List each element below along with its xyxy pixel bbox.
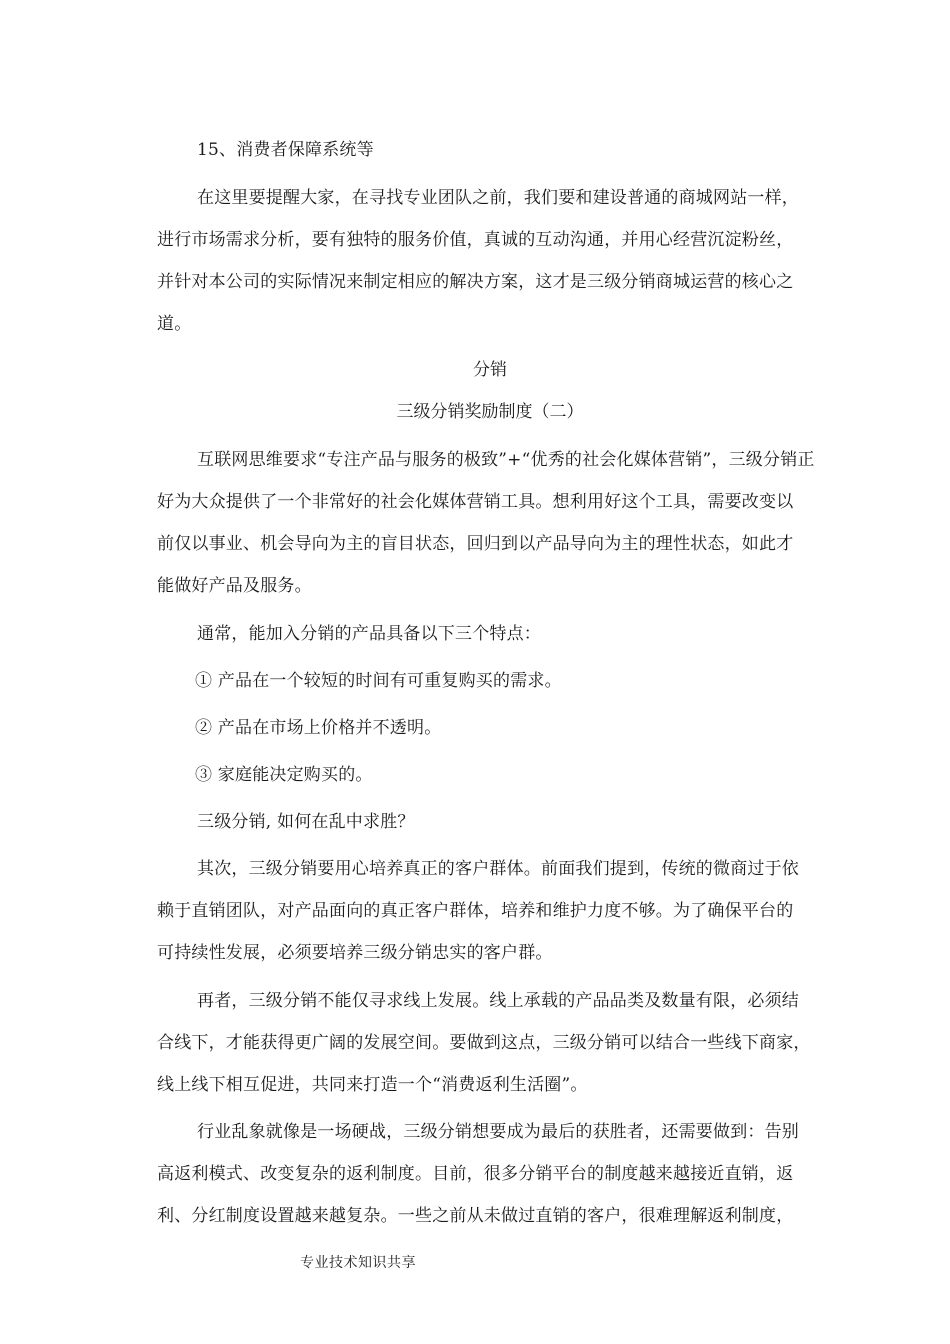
paragraph-line: 利、分红制度设置越来越复杂。一些之前从未做过直销的客户，很难理解返利制度， [157, 1206, 794, 1226]
paragraph-features-intro: 通常，能加入分销的产品具备以下三个特点： [197, 624, 541, 644]
paragraph-question: 三级分销, 如何在乱中求胜？ [197, 812, 415, 832]
section-subheading: 三级分销奖励制度（二） [396, 402, 584, 422]
paragraph-line: 好为大众提供了一个非常好的社会化媒体营销工具。想利用好这个工具，需要改变以 [157, 492, 794, 512]
paragraph-line: 互联网思维要求“专注产品与服务的极致”+“优秀的社会化媒体营销”，三级分销正 [197, 450, 815, 470]
paragraph-line: 能做好产品及服务。 [157, 576, 312, 596]
paragraph-line: 行业乱象就像是一场硬战，三级分销想要成为最后的获胜者，还需要做到：告别 [197, 1122, 799, 1142]
feature-item: ② 产品在市场上价格并不透明。 [195, 718, 442, 738]
feature-item: ③ 家庭能决定购买的。 [195, 765, 373, 785]
paragraph-line: 高返利模式、改变复杂的返利制度。目前，很多分销平台的制度越来越接近直销，返 [157, 1164, 794, 1184]
section-heading: 分销 [473, 360, 507, 380]
paragraph-line: 其次，三级分销要用心培养真正的客户群体。前面我们提到，传统的微商过于依 [197, 859, 799, 879]
paragraph-line: 合线下，才能获得更广阔的发展空间。要做到这点，三级分销可以结合一些线下商家， [157, 1033, 811, 1053]
paragraph-line: 再者，三级分销不能仅寻求线上发展。线上承载的产品品类及数量有限，必须结 [197, 991, 799, 1011]
paragraph-line: 线上线下相互促进，共同来打造一个“消费返利生活圈”。 [157, 1075, 588, 1095]
paragraph-line: 道。 [157, 314, 192, 334]
paragraph-line: 在这里要提醒大家，在寻找专业团队之前，我们要和建设普通的商城网站一样， [197, 188, 799, 208]
feature-item: ① 产品在一个较短的时间有可重复购买的需求。 [195, 671, 562, 691]
paragraph-line: 并针对本公司的实际情况来制定相应的解决方案，这才是三级分销商城运营的核心之 [157, 272, 794, 292]
list-item-15: 15、消费者保障系统等 [197, 140, 374, 160]
paragraph-line: 进行市场需求分析，要有独特的服务价值，真诚的互动沟通，并用心经营沉淀粉丝， [157, 230, 794, 250]
page-footer: 专业技术知识共享 [300, 1255, 416, 1271]
paragraph-line: 可持续性发展，必须要培养三级分销忠实的客户群。 [157, 943, 553, 963]
paragraph-line: 赖于直销团队，对产品面向的真正客户群体，培养和维护力度不够。为了确保平台的 [157, 901, 794, 921]
paragraph-line: 前仅以事业、机会导向为主的盲目状态，回归到以产品导向为主的理性状态，如此才 [157, 534, 794, 554]
